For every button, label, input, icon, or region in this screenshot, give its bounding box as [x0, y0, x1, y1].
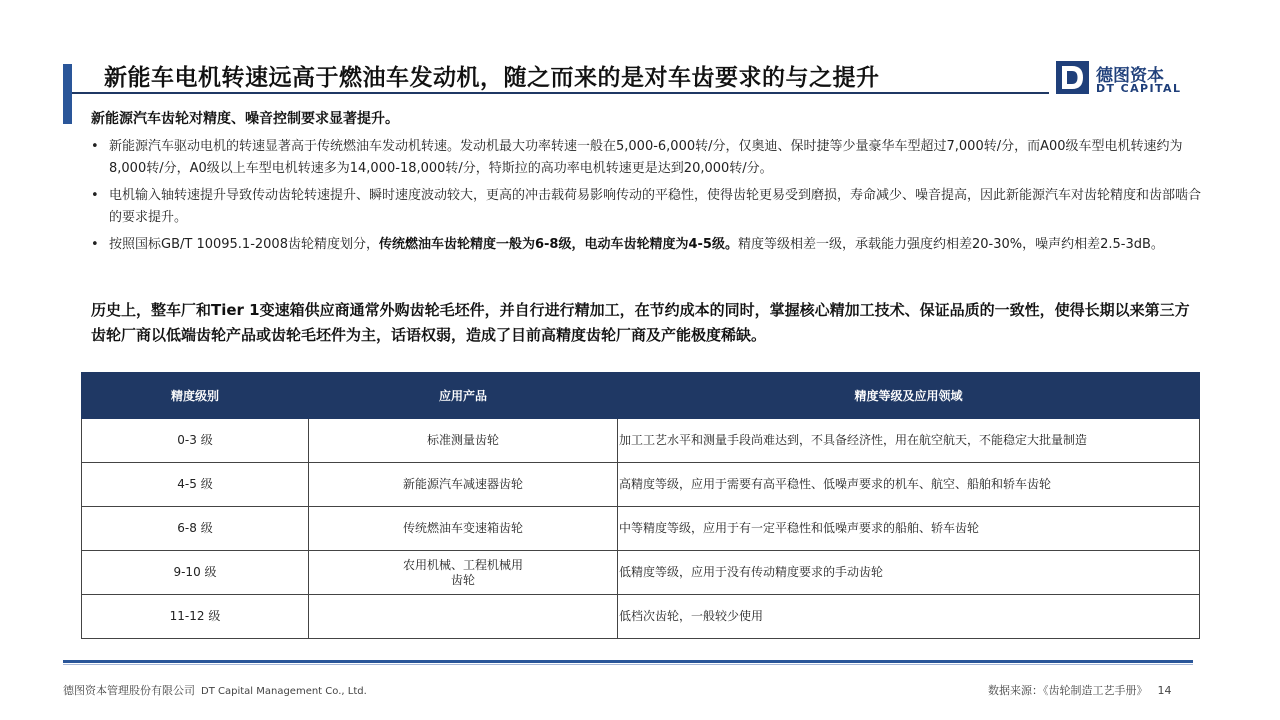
dt-logo-icon: [1056, 61, 1089, 94]
logo-text-cn: 德图资本: [1096, 66, 1164, 86]
table-cell: 高精度等级，应用于需要有高平稳性、低噪声要求的机车、航空、船舶和轿车齿轮: [618, 463, 1200, 507]
footer-company: [63, 682, 367, 698]
table-row: [82, 551, 1200, 595]
footer-divider-thin: [63, 664, 1193, 665]
table-cell: 11-12 级: [82, 595, 309, 639]
table-cell: 6-8 级: [82, 507, 309, 551]
table-cell: 9-10 级: [82, 551, 309, 595]
company-logo: [1056, 61, 1186, 97]
logo-text-en: DT CAPITAL: [1096, 82, 1182, 95]
bullet-item: [91, 136, 1201, 180]
title-underline: [72, 92, 1049, 94]
bullet-text: 新能源汽车驱动电机的转速显著高于传统燃油车发动机转速。发动机最大功率转速一般在5,000-6,000转/分，仅奥迪、保时捷等少量豪华车型超过7,000转/分，而A00级车型电机转速约为8,000转/分，A0级以上车型电机转速多为14,000-18,000转/分，特斯拉的高功率电机转速更是达到20,000转/分。: [109, 139, 1183, 176]
bullet-text: 电机输入轴转速提升导致传动齿轮转速提升、瞬时速度波动较大，更高的冲击载荷易影响传动的平稳性，使得齿轮更易受到磨损，寿命减少、噪音提高，因此新能源汽车对齿轮精度和齿部啮合的要求提升。: [109, 188, 1202, 225]
bullet-item: [91, 234, 1201, 256]
table-cell: 传统燃油车变速箱齿轮: [309, 507, 618, 551]
svg-text:D: D: [1058, 92, 1059, 93]
bullet-item: [91, 185, 1201, 229]
footer-divider: [63, 660, 1193, 663]
data-source: 数据来源：《齿轮制造工艺手册》: [988, 684, 1148, 697]
page-number: 14: [1157, 684, 1172, 697]
page-title: 新能车电机转速远高于燃油车发动机，随之而来的是对车齿要求的与之提升: [104, 65, 880, 91]
table-row: [82, 595, 1200, 639]
footer-source: [988, 682, 1172, 698]
table-cell: 0-3 级: [82, 419, 309, 463]
bullet-text: 精度等级相差一级，承载能力强度约相差20-30%，噪声约相差2.5-3dB。: [737, 237, 1164, 252]
table-cell: 加工工艺水平和测量手段尚难达到，不具备经济性，用在航空航天，不能稳定大批量制造: [618, 419, 1200, 463]
column-header: 精度等级及应用领域: [618, 373, 1200, 419]
table-row: [82, 463, 1200, 507]
column-header: 应用产品: [309, 373, 618, 419]
summary-paragraph: 历史上，整车厂和Tier 1变速箱供应商通常外购齿轮毛坯件，并自行进行精加工，在节约成本的同时，掌握核心精加工技术、保证品质的一致性，使得长期以来第三方齿轮厂商以低端齿轮产品或齿轮毛坯件为主，话语权弱，造成了目前高精度齿轮厂商及产能极度稀缺。: [91, 301, 1190, 344]
table-cell: 农用机械、工程机械用 齿轮: [309, 551, 618, 595]
table-cell: 新能源汽车减速器齿轮: [309, 463, 618, 507]
table-cell: 低精度等级，应用于没有传动精度要求的手动齿轮: [618, 551, 1200, 595]
footer-company-en: DT Capital Management Co., Ltd.: [201, 686, 367, 697]
bullet-dot-icon: •: [91, 188, 99, 203]
bullet-text-bold: 传统燃油车齿轮精度一般为6-8级，电动车齿轮精度为4-5级。: [378, 237, 738, 252]
table-cell: 4-5 级: [82, 463, 309, 507]
table-cell: 标准测量齿轮: [309, 419, 618, 463]
bullet-dot-icon: •: [91, 139, 99, 154]
table-cell: 中等精度等级，应用于有一定平稳性和低噪声要求的船舶、轿车齿轮: [618, 507, 1200, 551]
precision-grade-table: [81, 372, 1200, 639]
table-row: [82, 419, 1200, 463]
table-header-row: [82, 373, 1200, 419]
bullet-dot-icon: •: [91, 237, 99, 252]
column-header: 精度级别: [82, 373, 309, 419]
table-cell: [309, 595, 618, 639]
footer-company-cn: 德图资本管理股份有限公司: [63, 684, 195, 697]
table-cell: 低档次齿轮，一般较少使用: [618, 595, 1200, 639]
table-row: [82, 507, 1200, 551]
bullet-list: [91, 136, 1201, 261]
title-accent-bar: [63, 64, 72, 124]
bullet-text: 按照国标GB/T 10095.1-2008齿轮精度划分，: [109, 237, 379, 252]
section-subtitle: 新能源汽车齿轮对精度、噪音控制要求显著提升。: [91, 111, 399, 127]
